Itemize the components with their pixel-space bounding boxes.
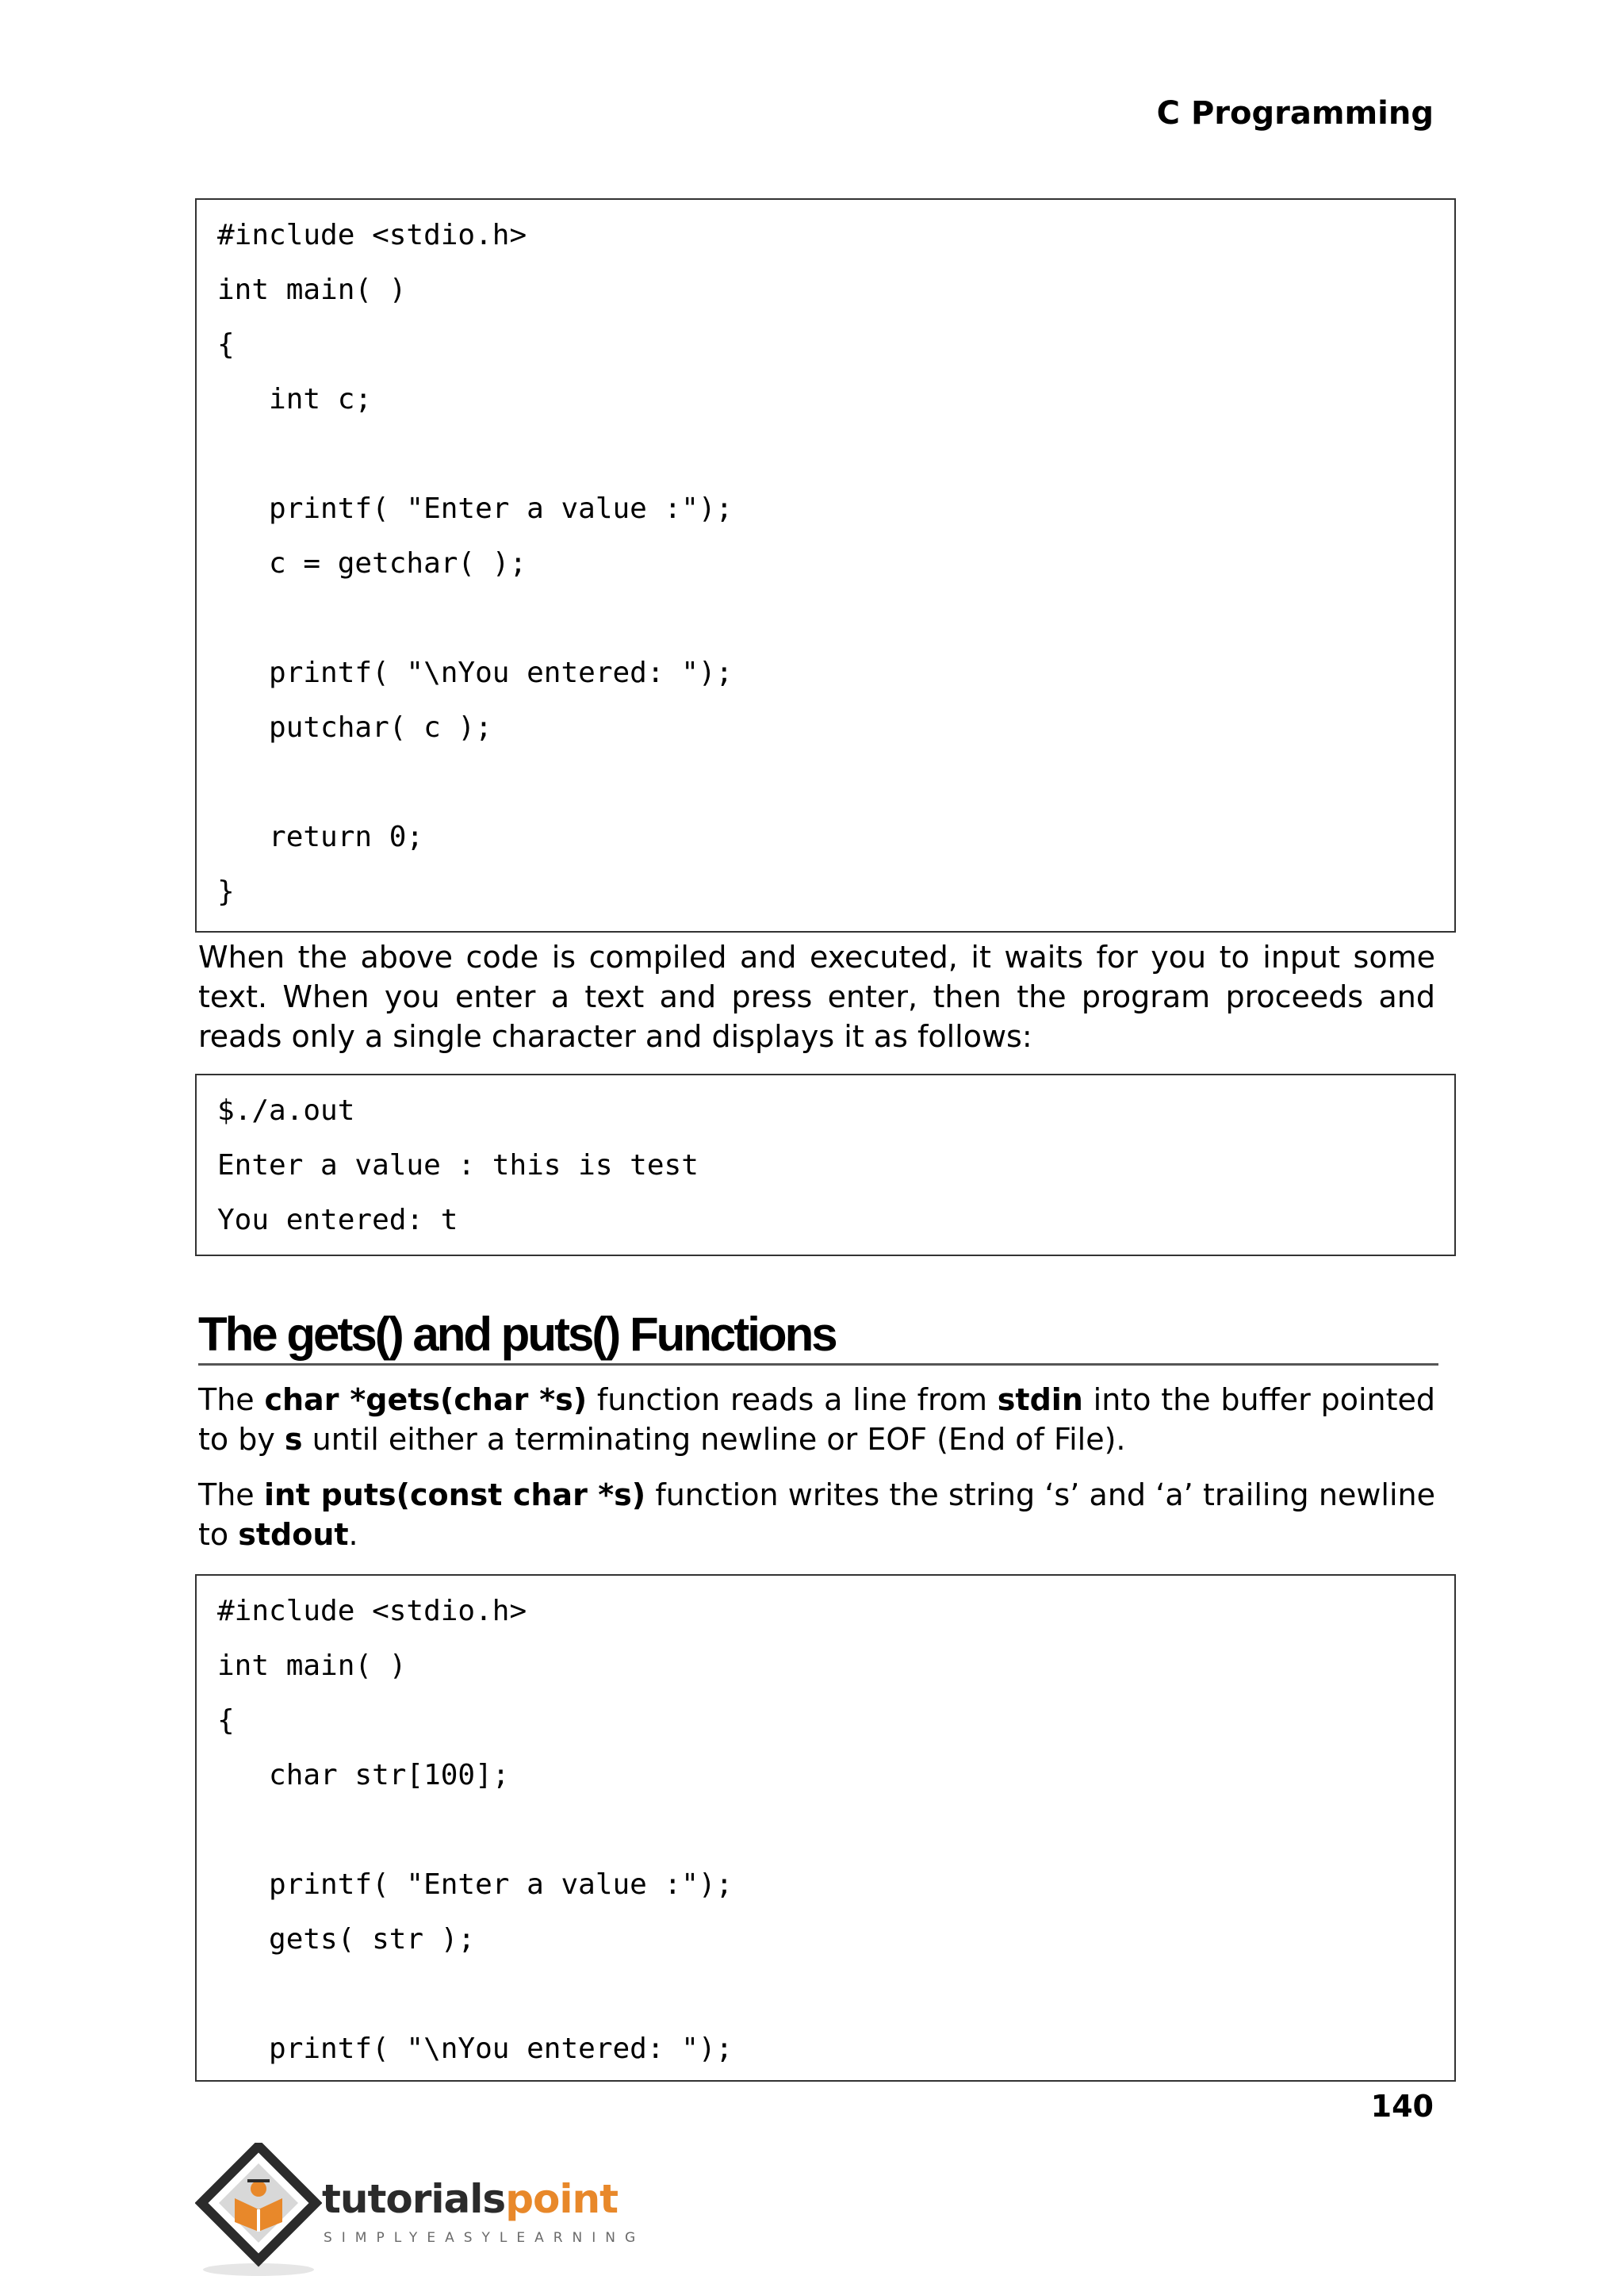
code-line: printf( "Enter a value :"); bbox=[217, 492, 733, 525]
paragraph-getchar-explanation: When the above code is compiled and executed, it waits for you to input some text. When you enter a text and press enter, then the program proceeds and reads only a single character and displays it as follows: bbox=[198, 940, 1435, 1054]
logo-wordmark bbox=[322, 2176, 618, 2222]
code-line bbox=[217, 602, 1434, 657]
output-line: $./a.out bbox=[217, 1094, 355, 1127]
code-line: printf( "\nYou entered: "); bbox=[217, 657, 733, 689]
logo-emblem-icon bbox=[195, 2143, 322, 2278]
code-line: #include <stdio.h> bbox=[217, 219, 527, 251]
code-term: stdin bbox=[997, 1382, 1083, 1417]
page-number: 140 bbox=[1370, 2089, 1434, 2124]
text-span: The bbox=[198, 1382, 265, 1417]
text-span: . bbox=[348, 1517, 358, 1552]
output-line: You entered: t bbox=[217, 1204, 458, 1236]
code-block-getchar bbox=[195, 198, 1456, 933]
code-line: printf( "Enter a value :"); bbox=[217, 1868, 733, 1901]
code-term: int puts(const char *s) bbox=[263, 1477, 646, 1512]
code-line: c = getchar( ); bbox=[217, 547, 527, 580]
text-span: function writes the string ‘s’ and ‘a’ trailing newline to bbox=[198, 1477, 1436, 1552]
logo-word-tutorials: tutorials bbox=[322, 2176, 506, 2222]
code-line bbox=[217, 1978, 1434, 2033]
code-line: int main( ) bbox=[217, 1649, 407, 1682]
code-line: int c; bbox=[217, 383, 373, 416]
code-line: printf( "\nYou entered: "); bbox=[217, 2033, 733, 2065]
output-line: Enter a value : this is test bbox=[217, 1149, 699, 1182]
code-line bbox=[217, 766, 1434, 821]
code-block-gets-puts bbox=[195, 1574, 1456, 2082]
code-line bbox=[217, 1814, 1434, 1868]
code-line bbox=[217, 438, 1434, 492]
text-span: The bbox=[198, 1477, 264, 1512]
code-line: { bbox=[217, 328, 235, 361]
code-term: s bbox=[284, 1422, 303, 1457]
section-heading: The gets() and puts() Functions bbox=[198, 1307, 1438, 1366]
paragraph-gets-description bbox=[198, 1380, 1435, 1459]
code-line: #include <stdio.h> bbox=[217, 1595, 527, 1627]
code-line: char str[100]; bbox=[217, 1759, 510, 1791]
code-line: { bbox=[217, 1704, 235, 1737]
text-span: until either a terminating newline or EOF (End of File). bbox=[302, 1422, 1126, 1457]
code-line: int main( ) bbox=[217, 274, 407, 306]
paragraph-puts-description bbox=[198, 1475, 1435, 1554]
code-line: return 0; bbox=[217, 821, 424, 853]
running-header-title: C Programming bbox=[1156, 95, 1434, 132]
logo-tagline: SIMPLYEASYLEARNING bbox=[324, 2230, 645, 2246]
code-line: gets( str ); bbox=[217, 1923, 476, 1956]
code-line: putchar( c ); bbox=[217, 711, 492, 744]
text-span: function reads a line from bbox=[587, 1382, 998, 1417]
code-term: char *gets(char *s) bbox=[264, 1382, 588, 1417]
text-span: into the buffer pointed to by bbox=[198, 1382, 1435, 1457]
tutorialspoint-logo bbox=[195, 2143, 645, 2281]
code-line: } bbox=[217, 875, 235, 908]
code-term: stdout bbox=[238, 1517, 349, 1552]
output-block-getchar bbox=[195, 1074, 1456, 1256]
logo-word-point: point bbox=[505, 2176, 618, 2222]
